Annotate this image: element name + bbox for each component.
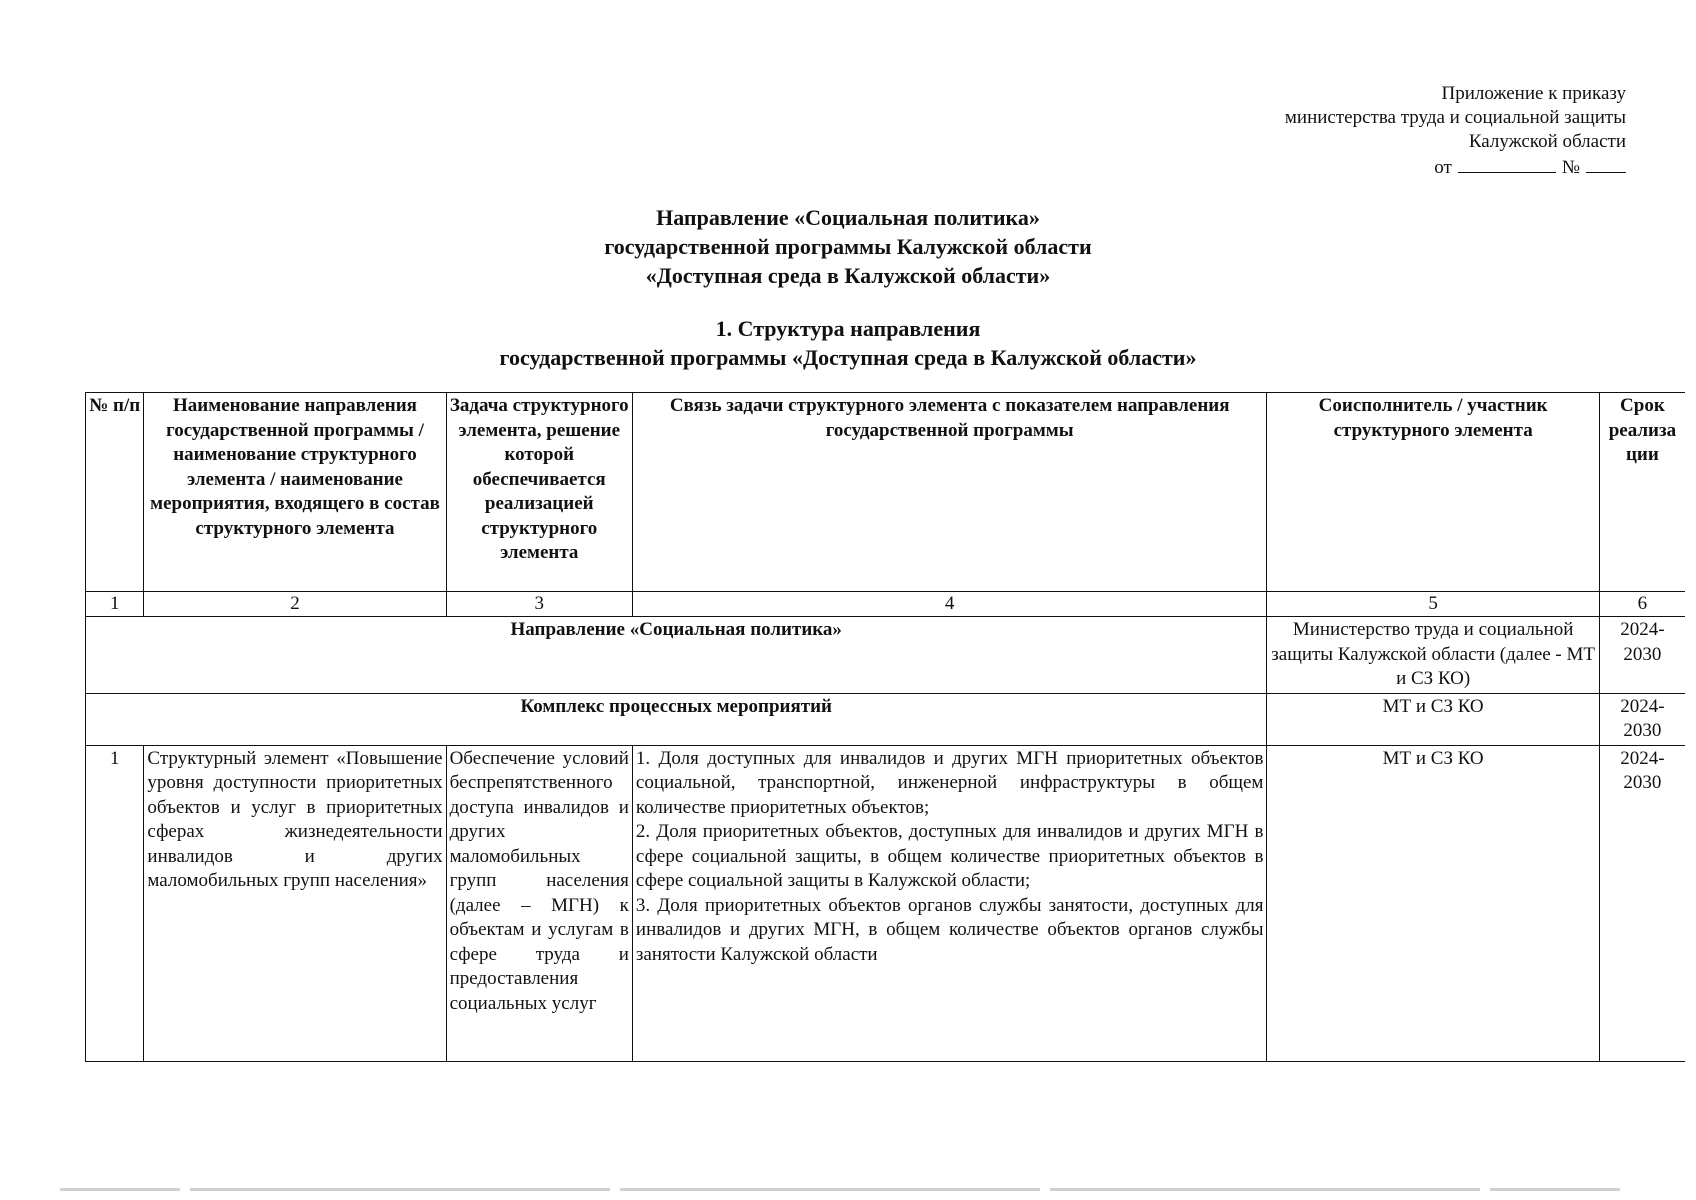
- column-number: 5: [1267, 592, 1599, 617]
- scan-noise: [1490, 1188, 1620, 1191]
- indicator-item: 2. Доля приоритетных объектов, доступных для инвалидов и других МГН в сфере социальной защиты, в общем количестве приоритетных объектов в сфере социальной защиты в Калужской области;: [635, 821, 1264, 891]
- column-number: 6: [1599, 592, 1685, 617]
- appendix-date-line: [1285, 154, 1626, 180]
- scan-noise: [1050, 1188, 1480, 1191]
- section-term-cell: 2024-2030: [1599, 617, 1685, 694]
- appendix-line-2: министерства труда и социальной защиты: [1284, 107, 1626, 128]
- header-number: № п/п: [86, 393, 144, 592]
- table-row: [86, 693, 1686, 745]
- title-line-2: государственной программы Калужской области: [604, 234, 1092, 259]
- column-number: 3: [446, 592, 632, 617]
- date-prefix: от: [1434, 157, 1452, 178]
- column-number-row: [86, 592, 1686, 617]
- complex-executor-cell: МТ и СЗ КО: [1267, 693, 1599, 745]
- column-number: 1: [86, 592, 144, 617]
- indicator-item: 1. Доля доступных для инвалидов и других МГН приоритетных объектов социальной, транспортной, инженерной инфраструктуры в общем количестве приоритетных объектов;: [635, 747, 1264, 818]
- item-term-cell: 2024-2030: [1599, 745, 1685, 1061]
- appendix-note: [1285, 82, 1626, 180]
- complex-name-cell: Комплекс процессных мероприятий: [86, 693, 1267, 745]
- item-task-cell: Обеспечение условий беспрепятственного доступа инвалидов и других маломобильных групп населения (далее – МГН) к объектам и услугам в сфере труда и предоставления социальных услуг: [446, 745, 632, 1061]
- appendix-line-3: Калужской области: [1468, 131, 1626, 152]
- structure-table: [85, 392, 1685, 1062]
- scan-noise: [60, 1188, 180, 1191]
- header-executor: Соисполнитель / участник структурного элемента: [1267, 393, 1599, 592]
- document-title: [0, 203, 1696, 290]
- table-row: [86, 617, 1686, 694]
- number-blank: [1586, 154, 1626, 173]
- section-executor-cell: Министерство труда и социальной защиты Калужской области (далее - МТ и СЗ КО): [1267, 617, 1599, 694]
- header-task: Задача структурного элемента, решение которой обеспечивается реализацией структурного элемента: [446, 393, 632, 592]
- title-line-3: «Доступная среда в Калужской области»: [645, 263, 1051, 288]
- item-executor-cell: МТ и СЗ КО: [1267, 745, 1599, 1061]
- subtitle-line-1: 1. Структура направления: [715, 316, 981, 341]
- scan-noise: [190, 1188, 610, 1191]
- item-number-cell: 1: [86, 745, 144, 1061]
- subtitle-line-2: государственной программы «Доступная среда в Калужской области»: [499, 345, 1197, 370]
- header-name: Наименование направления государственной программы / наименование структурного элемента / наименование мероприятия, входящего в состав структурного элемента: [144, 393, 446, 592]
- indicator-item: 3. Доля приоритетных объектов органов службы занятости, доступных для инвалидов и других МГН, в общем количестве объектов органов службы занятости Калужской области: [635, 894, 1264, 965]
- item-indicators-cell: [632, 745, 1267, 1061]
- appendix-line-1: Приложение к приказу: [1441, 83, 1626, 104]
- header-term: Срок реализа ции: [1599, 393, 1685, 592]
- item-name-cell: Структурный элемент «Повышение уровня доступности приоритетных объектов и услуг в приоритетных сферах жизнедеятельности инвалидов и других маломобильных групп населения»: [144, 745, 446, 1061]
- section-name-cell: Направление «Социальная политика»: [86, 617, 1267, 694]
- section-title: [0, 314, 1696, 372]
- date-blank: [1458, 154, 1556, 173]
- complex-term-cell: 2024-2030: [1599, 693, 1685, 745]
- header-indicator-link: Связь задачи структурного элемента с показателем направления государственной программы: [632, 393, 1267, 592]
- column-number: 2: [144, 592, 446, 617]
- column-number: 4: [632, 592, 1267, 617]
- table-row: [86, 745, 1686, 1061]
- title-line-1: Направление «Социальная политика»: [656, 205, 1040, 230]
- number-sign: №: [1561, 157, 1580, 178]
- scan-noise: [620, 1188, 1040, 1191]
- table-header-row: [86, 393, 1686, 592]
